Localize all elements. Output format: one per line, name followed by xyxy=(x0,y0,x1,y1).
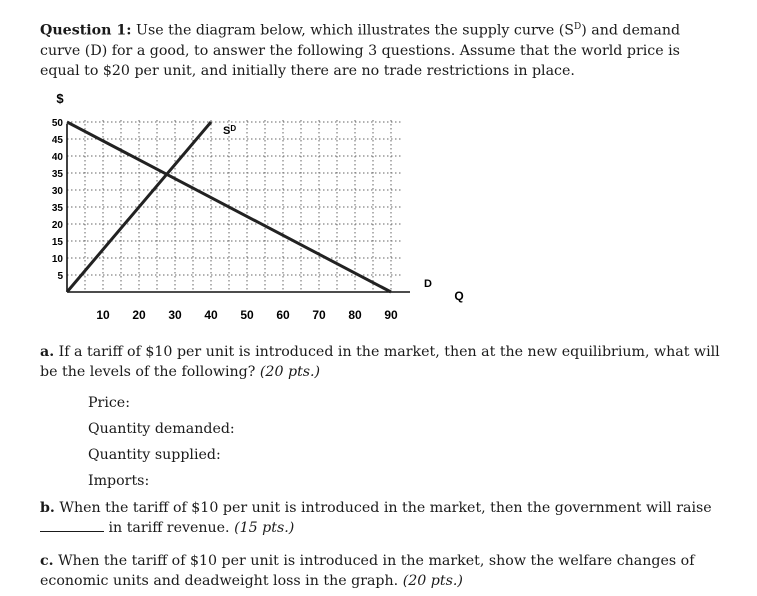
part-b-text xyxy=(40,498,720,538)
supply-label: $S^D$ xyxy=(223,124,237,137)
graph-grid xyxy=(67,120,402,292)
part-b-body-2: tariff revenue. xyxy=(126,520,230,536)
answer-imports: Imports: xyxy=(88,473,150,489)
x-tick-label: 10 xyxy=(96,308,110,322)
part-a-body: If a tariff of $10 per unit is introduced in the market, then at the new equilibrium, what will be the levels of the following? xyxy=(40,344,720,380)
demand-label: D xyxy=(424,278,432,290)
y-tick-label: 50 xyxy=(51,118,63,129)
y-tick-label: 30 xyxy=(51,186,63,197)
x-tick-labels xyxy=(96,308,398,322)
y-tick-label: 5 xyxy=(57,271,63,282)
y-axis-symbol: $ xyxy=(56,91,64,106)
part-c-text xyxy=(40,551,720,591)
y-tick-label: 15 xyxy=(51,237,63,248)
question-label: Question 1: xyxy=(40,22,132,39)
x-tick-label: 40 xyxy=(204,308,218,322)
y-tick-label: 40 xyxy=(51,152,63,163)
y-tick-label: 35 xyxy=(51,203,63,214)
y-tick-labels xyxy=(52,118,64,282)
x-tick-label: 60 xyxy=(276,308,290,322)
part-c-points: (20 pts.) xyxy=(402,573,463,589)
x-tick-label: 80 xyxy=(348,308,362,322)
question-body-cont: ) and demand curve (D) for a good, to answer the following 3 questions. Assume that the world price is equal to $20 per unit, and initially there are no trade restrictions in place. xyxy=(40,22,681,79)
x-tick-label: 30 xyxy=(168,308,182,322)
y-tick-label: 35 xyxy=(51,169,63,180)
supply-superscript: D xyxy=(573,22,582,32)
x-tick-label: 90 xyxy=(384,308,398,322)
part-b-label: b. xyxy=(40,500,55,516)
x-tick-label: 70 xyxy=(312,308,326,322)
question-body: Use the diagram below, which illustrates the supply curve (S xyxy=(135,22,574,39)
part-b-after: in xyxy=(108,520,123,536)
y-tick-label: 45 xyxy=(51,135,63,146)
y-tick-label: 20 xyxy=(51,220,63,231)
answer-quantity-supplied: Quantity supplied: xyxy=(88,447,221,463)
tariff-revenue-blank xyxy=(40,519,104,532)
y-tick-label: 10 xyxy=(51,254,63,265)
x-tick-label: 20 xyxy=(132,308,146,322)
answer-quantity-demanded: Quantity demanded: xyxy=(88,421,235,437)
answer-price: Price: xyxy=(88,395,130,411)
part-a-text xyxy=(40,342,720,382)
part-a-points: (20 pts.) xyxy=(259,364,321,380)
x-axis-symbol: Q xyxy=(454,289,464,303)
part-a-label: a. xyxy=(40,344,55,360)
part-c-label: c. xyxy=(40,553,54,569)
part-c-body: When the tariff of $10 per unit is introduced in the market, show the welfare changes of economic units and deadweight loss in the graph. xyxy=(40,553,695,589)
supply-curve xyxy=(67,122,211,292)
part-b-body: When the tariff of $10 per unit is introduced in the market, then the government will raise xyxy=(59,500,712,516)
part-b-points: (15 pts.) xyxy=(234,520,295,536)
x-tick-label: 50 xyxy=(240,308,254,322)
